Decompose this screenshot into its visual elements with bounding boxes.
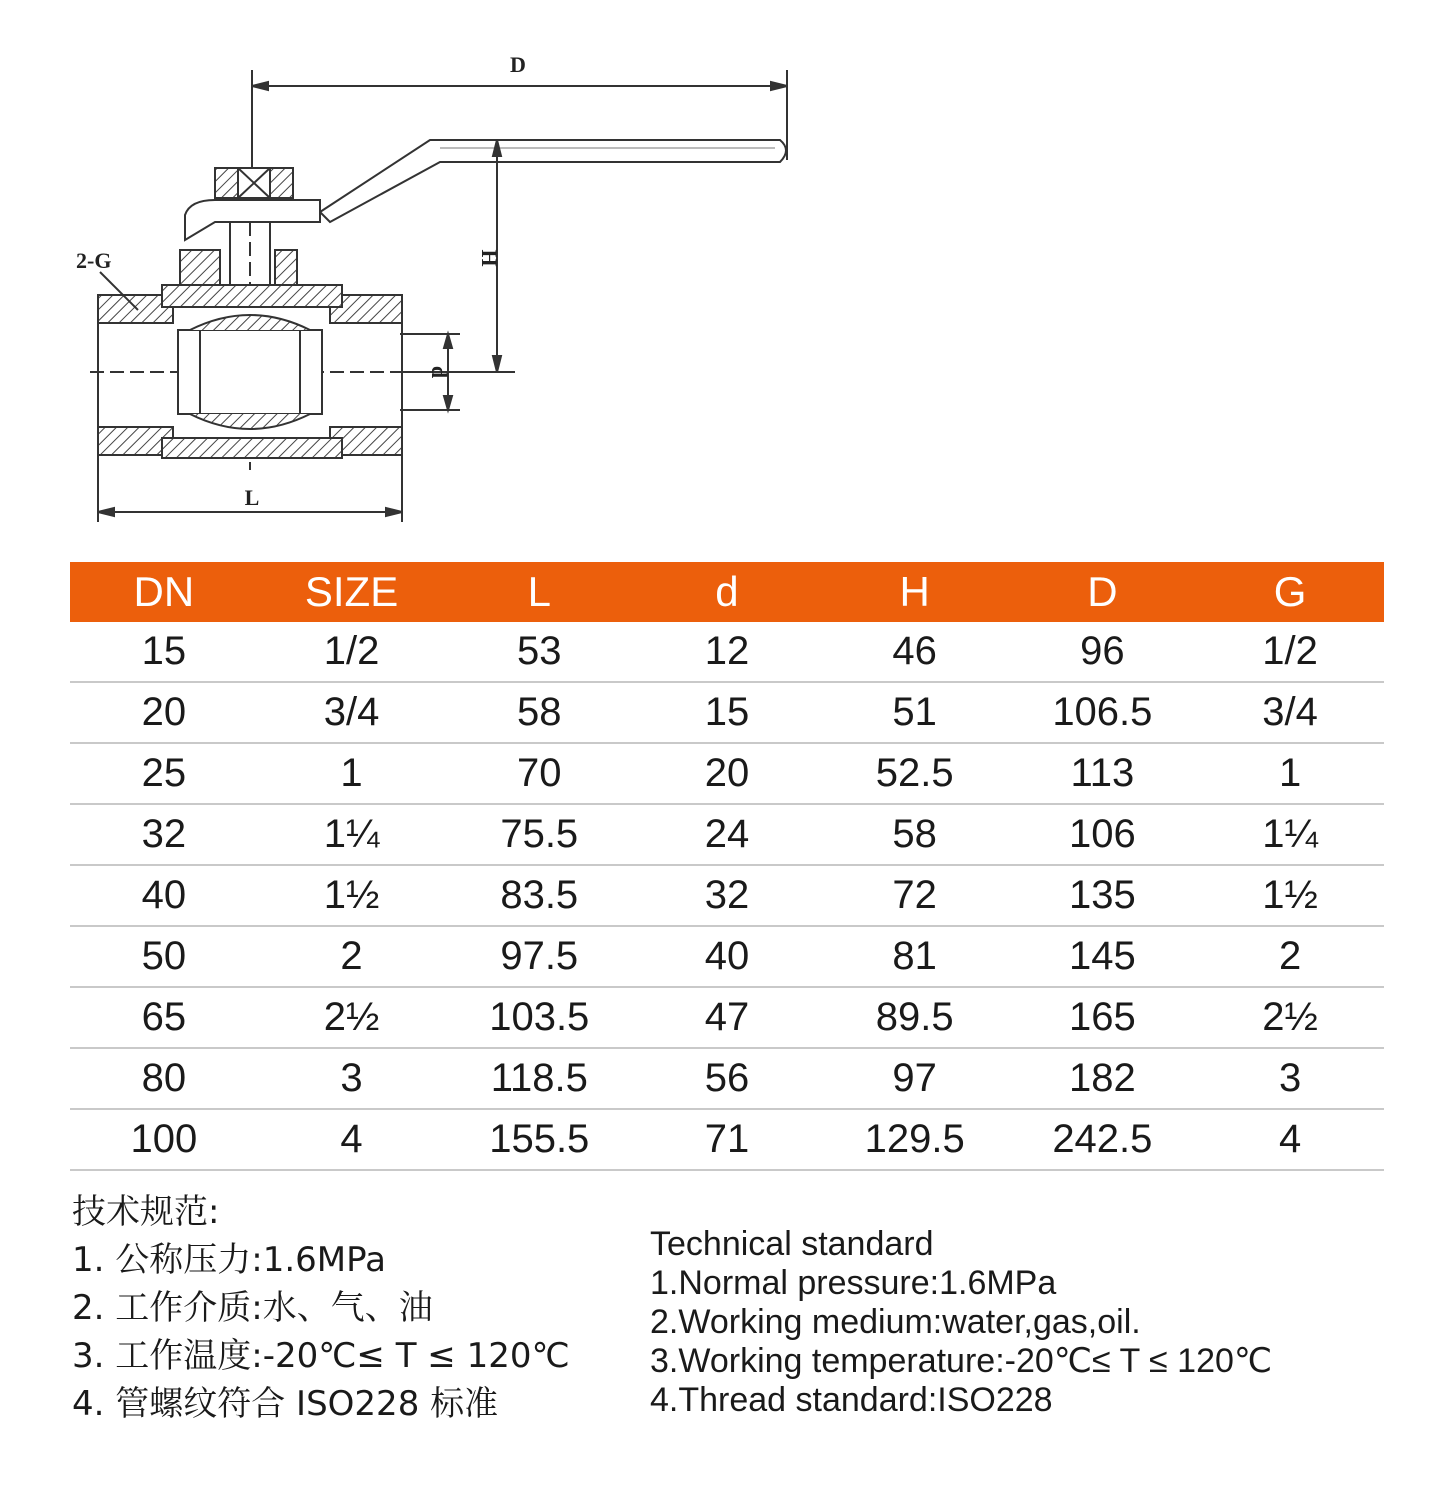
notes-en-item: 3.Working temperature:-20℃≤ T ≤ 120℃ bbox=[650, 1342, 1273, 1380]
table-cell: 155.5 bbox=[445, 1109, 633, 1170]
notes-cn-title: 技术规范: bbox=[72, 1192, 220, 1232]
table-row bbox=[70, 682, 1384, 743]
header-h: H bbox=[821, 562, 1009, 622]
table-row bbox=[70, 926, 1384, 987]
table-cell: 71 bbox=[633, 1109, 821, 1170]
table-cell: 65 bbox=[70, 987, 258, 1048]
table-cell: 106.5 bbox=[1009, 682, 1197, 743]
label-H: H bbox=[477, 249, 502, 267]
table-cell: 1¼ bbox=[1196, 804, 1384, 865]
table-cell: 20 bbox=[633, 743, 821, 804]
table-cell: 113 bbox=[1009, 743, 1197, 804]
table-cell: 52.5 bbox=[821, 743, 1009, 804]
table-cell: 96 bbox=[1009, 622, 1197, 682]
table-cell: 72 bbox=[821, 865, 1009, 926]
table-cell: 32 bbox=[633, 865, 821, 926]
table-cell: 32 bbox=[70, 804, 258, 865]
notes-cn-item: 2. 工作介质:水、气、油 bbox=[72, 1288, 433, 1328]
table-cell: 2½ bbox=[1196, 987, 1384, 1048]
table-cell: 103.5 bbox=[445, 987, 633, 1048]
header-l: L bbox=[445, 562, 633, 622]
table-cell: 1½ bbox=[258, 865, 446, 926]
table-cell: 1/2 bbox=[258, 622, 446, 682]
table-cell: 58 bbox=[821, 804, 1009, 865]
table-cell: 2½ bbox=[258, 987, 446, 1048]
table-cell: 3 bbox=[258, 1048, 446, 1109]
notes-cn-item: 4. 管螺纹符合 ISO228 标准 bbox=[72, 1384, 499, 1424]
table-cell: 97 bbox=[821, 1048, 1009, 1109]
table-cell: 20 bbox=[70, 682, 258, 743]
table-cell: 118.5 bbox=[445, 1048, 633, 1109]
label-2G: 2-G bbox=[76, 248, 112, 273]
dimension-table bbox=[70, 562, 1384, 1171]
table-cell: 53 bbox=[445, 622, 633, 682]
table-cell: 106 bbox=[1009, 804, 1197, 865]
table-cell: 4 bbox=[1196, 1109, 1384, 1170]
notes-en-item: 2.Working medium:water,gas,oil. bbox=[650, 1303, 1141, 1341]
valve-technical-drawing bbox=[0, 0, 1434, 550]
table-cell: 15 bbox=[70, 622, 258, 682]
notes-en-title: Technical standard bbox=[650, 1225, 934, 1263]
table-cell: 182 bbox=[1009, 1048, 1197, 1109]
table-cell: 89.5 bbox=[821, 987, 1009, 1048]
notes-english bbox=[650, 1225, 1272, 1420]
table-cell: 40 bbox=[633, 926, 821, 987]
table-cell: 3 bbox=[1196, 1048, 1384, 1109]
table-cell: 1½ bbox=[1196, 865, 1384, 926]
table-cell: 40 bbox=[70, 865, 258, 926]
table-cell: 129.5 bbox=[821, 1109, 1009, 1170]
header-dn: DN bbox=[70, 562, 258, 622]
header-g: G bbox=[1196, 562, 1384, 622]
label-D: D bbox=[510, 52, 526, 77]
table-cell: 1 bbox=[258, 743, 446, 804]
table-cell: 75.5 bbox=[445, 804, 633, 865]
table-cell: 47 bbox=[633, 987, 821, 1048]
table-cell: 3/4 bbox=[258, 682, 446, 743]
table-cell: 1/2 bbox=[1196, 622, 1384, 682]
table-body bbox=[70, 622, 1384, 1170]
label-L: L bbox=[244, 485, 260, 510]
table-cell: 242.5 bbox=[1009, 1109, 1197, 1170]
table-row bbox=[70, 743, 1384, 804]
notes-cn-item: 3. 工作温度:-20℃≤ T ≤ 120℃ bbox=[72, 1336, 570, 1376]
table-row bbox=[70, 622, 1384, 682]
table-cell: 3/4 bbox=[1196, 682, 1384, 743]
table-cell: 100 bbox=[70, 1109, 258, 1170]
table-cell: 15 bbox=[633, 682, 821, 743]
table-row bbox=[70, 1109, 1384, 1170]
table-cell: 97.5 bbox=[445, 926, 633, 987]
table-cell: 135 bbox=[1009, 865, 1197, 926]
table-cell: 1¼ bbox=[258, 804, 446, 865]
table-row bbox=[70, 1048, 1384, 1109]
table-cell: 12 bbox=[633, 622, 821, 682]
header-size: SIZE bbox=[258, 562, 446, 622]
table-row bbox=[70, 987, 1384, 1048]
table-cell: 4 bbox=[258, 1109, 446, 1170]
table-row bbox=[70, 865, 1384, 926]
notes-en-item: 4.Thread standard:ISO228 bbox=[650, 1381, 1053, 1419]
table-cell: 50 bbox=[70, 926, 258, 987]
table-cell: 70 bbox=[445, 743, 633, 804]
table-cell: 56 bbox=[633, 1048, 821, 1109]
table-cell: 83.5 bbox=[445, 865, 633, 926]
table-cell: 25 bbox=[70, 743, 258, 804]
table-cell: 2 bbox=[258, 926, 446, 987]
table-cell: 24 bbox=[633, 804, 821, 865]
header-d-small: d bbox=[633, 562, 821, 622]
table-header-row bbox=[70, 562, 1384, 622]
table-cell: 165 bbox=[1009, 987, 1197, 1048]
table-cell: 81 bbox=[821, 926, 1009, 987]
notes-chinese bbox=[72, 1188, 570, 1428]
table-cell: 145 bbox=[1009, 926, 1197, 987]
table-row bbox=[70, 804, 1384, 865]
header-d: D bbox=[1009, 562, 1197, 622]
table-cell: 51 bbox=[821, 682, 1009, 743]
notes-en-item: 1.Normal pressure:1.6MPa bbox=[650, 1264, 1057, 1302]
table-cell: 58 bbox=[445, 682, 633, 743]
table-cell: 1 bbox=[1196, 743, 1384, 804]
table-cell: 80 bbox=[70, 1048, 258, 1109]
table-cell: 46 bbox=[821, 622, 1009, 682]
table-cell: 2 bbox=[1196, 926, 1384, 987]
notes-cn-item: 1. 公称压力:1.6MPa bbox=[72, 1240, 386, 1280]
label-d: d bbox=[427, 365, 452, 379]
